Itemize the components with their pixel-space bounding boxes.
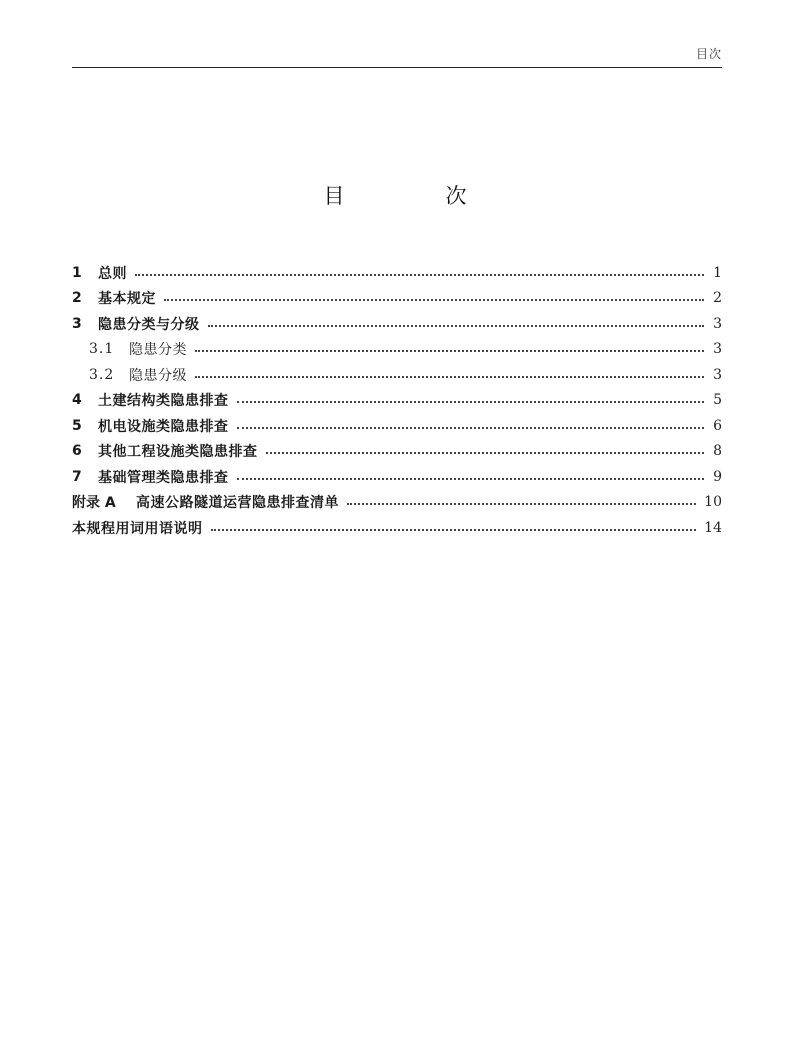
dot-leader	[211, 529, 697, 531]
toc-entry-number: 7	[72, 468, 82, 485]
toc-entry-title: 隐患分类	[129, 342, 187, 359]
toc-entry-3-2[interactable]	[72, 362, 722, 388]
toc-entry-number: 2	[72, 290, 82, 307]
toc-entry-title: 隐患分级	[129, 367, 187, 384]
toc-entry-title: 基础管理类隐患排查	[98, 469, 229, 486]
toc-entry-3-1[interactable]	[72, 337, 722, 363]
toc-entry-title: 总则	[98, 265, 127, 282]
dot-leader	[195, 350, 704, 352]
toc-entry-page: 8	[713, 443, 722, 460]
toc-entry-number: 3.2	[89, 366, 115, 383]
toc-entry-page: 10	[704, 494, 722, 511]
dot-leader	[208, 325, 705, 327]
toc-entry-page: 3	[713, 315, 722, 332]
toc-entry-title: 其他工程设施类隐患排查	[98, 444, 258, 461]
toc-entry-number: 6	[72, 443, 82, 460]
toc-entry-number: 1	[72, 264, 82, 281]
dot-leader	[237, 401, 705, 403]
toc-entry-title: 本规程用词用语说明	[72, 520, 203, 537]
toc-entry-title: 高速公路隧道运营隐患排查清单	[136, 495, 339, 512]
toc-entry-4[interactable]	[72, 388, 722, 414]
dot-leader	[135, 274, 704, 276]
toc-entry-number: 附录 A	[72, 495, 116, 512]
dot-leader	[195, 376, 704, 378]
toc-entry-page: 6	[713, 417, 722, 434]
toc-entry-7[interactable]	[72, 464, 722, 490]
toc-entry-3[interactable]	[72, 311, 722, 337]
toc-entry-6[interactable]	[72, 439, 722, 465]
toc-entry-title: 隐患分类与分级	[98, 316, 200, 333]
toc-entry-page: 14	[704, 519, 722, 536]
toc-entry-title: 基本规定	[98, 291, 156, 308]
toc-entry-page: 9	[713, 468, 722, 485]
toc-entry-title: 机电设施类隐患排查	[98, 418, 229, 435]
toc-entry-2[interactable]	[72, 286, 722, 312]
dot-leader	[164, 299, 704, 301]
toc-entry-number: 3.1	[89, 341, 115, 358]
dot-leader	[237, 427, 705, 429]
toc-entry-wording-explanation[interactable]	[72, 515, 722, 541]
table-of-contents	[72, 260, 722, 541]
toc-entry-title: 土建结构类隐患排查	[98, 393, 229, 410]
dot-leader	[266, 452, 705, 454]
toc-entry-number: 5	[72, 417, 82, 434]
toc-entry-page: 5	[713, 392, 722, 409]
toc-entry-number: 4	[72, 392, 82, 409]
dot-leader	[237, 478, 705, 480]
toc-entry-number: 3	[72, 315, 82, 332]
toc-entry-5[interactable]	[72, 413, 722, 439]
header-rule	[72, 67, 722, 68]
running-head: 目次	[695, 47, 722, 61]
toc-entry-1[interactable]	[72, 260, 722, 286]
toc-entry-page: 1	[713, 264, 722, 281]
dot-leader	[347, 503, 696, 505]
toc-title: 目 次	[323, 184, 507, 208]
toc-entry-page: 3	[713, 341, 722, 358]
toc-entry-page: 3	[713, 366, 722, 383]
toc-entry-page: 2	[713, 290, 722, 307]
toc-entry-appendix-a[interactable]	[72, 490, 722, 516]
